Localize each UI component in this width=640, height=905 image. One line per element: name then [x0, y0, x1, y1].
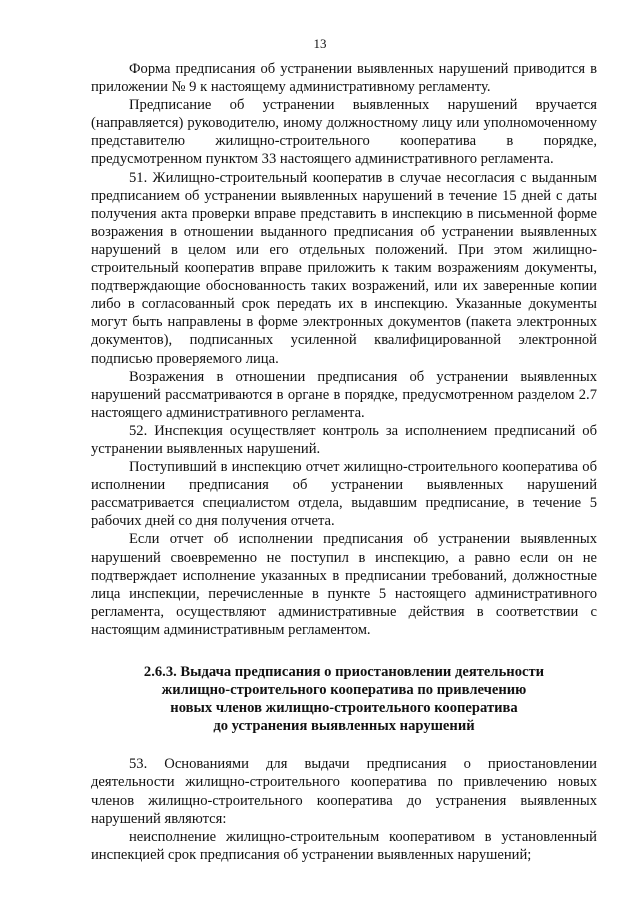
paragraph-report-missing: Если отчет об исполнении предписания об устранении выявленных нарушений своевременно не поступил в инспекцию, а равно если он не подтверждает исполнение указанных в предписании требований, должностные лица инспекции, перечисленные в пункте 5 настоящего административного регламента, осуществляют административные действия в соответствии с настоящим административным регламентом.: [91, 531, 597, 638]
paragraph-non-execution: неисполнение жилищно-строительным кооперативом в установленный инспекцией срок предписания об устранении выявленных нарушений;: [91, 828, 597, 863]
paragraph-prescription-delivery: Предписание об устранении выявленных нарушений вручается (направляется) руководителю, иному должностному лицу или уполномоченному представителю жилищно-строительного кооператива в порядке, предусмотренном пунктом 33 настоящего административного регламента.: [91, 97, 597, 168]
paragraph-53-grounds: 53. Основаниями для выдачи предписания о приостановлении деятельности жилищно-строительного кооператива по привлечению новых членов жилищно-строительного кооператива до устранения выявленных нарушений являются:: [91, 756, 597, 827]
paragraph-objections-review: Возражения в отношении предписания об устранении выявленных нарушений рассматриваются в органе в порядке, предусмотренном разделом 2.7 настоящего административного регламента.: [91, 368, 597, 421]
section-heading-2-6-3: [91, 663, 597, 735]
section-heading-line: жилищно-строительного кооператива по привлечению: [161, 682, 527, 699]
paragraph-52-control: 52. Инспекция осуществляет контроль за исполнением предписаний об устранении выявленных нарушений.: [91, 422, 597, 457]
section-heading-line: 2.6.3. Выдача предписания о приостановлении деятельности: [143, 664, 545, 680]
document-body: [91, 60, 597, 864]
paragraph-report-review: Поступивший в инспекцию отчет жилищно-строительного кооператива об исполнении предписания об устранении выявленных нарушений рассматривается специалистом отдела, выдавшим предписание, в течение 5 рабочих дней со дня получения отчета.: [91, 459, 597, 530]
section-heading-line: до устранения выявленных нарушений: [213, 718, 475, 735]
section-heading-line: новых членов жилищно-строительного кооператива: [170, 700, 518, 717]
paragraph-51-objections: 51. Жилищно-строительный кооператив в случае несогласия с выданным предписанием об устранении выявленных нарушений в течение 15 дней с даты получения акта проверки вправе представить в инспекцию в письменной форме возражения в отношении выданного предписания об устранении выявленных нарушений в целом или его отдельных положений. При этом жилищно-строительный кооператив вправе приложить к таким возражениям документы, подтверждающие обоснованность таких возражений, или их заверенные копии либо в согласованный срок передать их в инспекцию. Указанные документы могут быть направлены в форме электронных документов (пакета электронных документов), подписанных усиленной квалифицированной электронной подписью проверяемого лица.: [91, 169, 597, 367]
paragraph-prescription-form: Форма предписания об устранении выявленных нарушений приводится в приложении № 9 к настоящему административному регламенту.: [91, 61, 597, 96]
page-number: 13: [313, 36, 327, 51]
